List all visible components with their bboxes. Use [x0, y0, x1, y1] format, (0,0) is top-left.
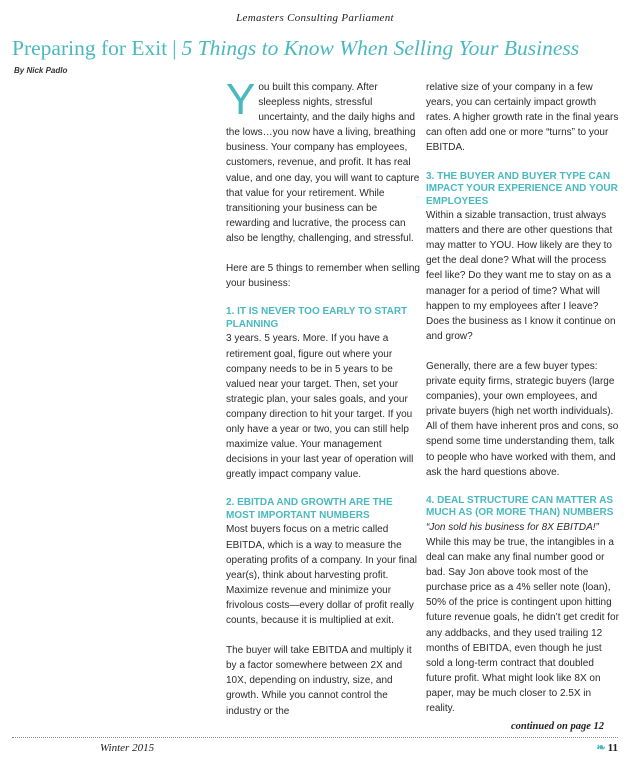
section-1-body: 3 years. 5 years. More. If you have a retirement goal, figure out where your company needs to be in 5 years to be valued near your target. Then, set your strategic plan, your sales goals, and your company direction to hit your target. If you only have a year or two, you can still help maximize value. Your management decisions in your last year of operation will greatly impact company value.	[226, 333, 414, 481]
section-2-continued: relative size of your company in a few years, you can certainly impact growth rates. A higher growth rate in the final years can often add one or more “turns” to your EBITDA.	[426, 82, 619, 154]
publication-header: Lemasters Consulting Parliament	[236, 12, 394, 24]
article-title	[12, 36, 622, 61]
fleuron-icon: ❧	[596, 742, 606, 754]
issue-season: Winter 2015	[100, 742, 155, 754]
byline: By Nick Padlo	[14, 66, 68, 75]
title-separator: |	[172, 36, 177, 60]
section-2-body-2: The buyer will take EBITDA and multiply it by a factor somewhere between 2X and 10X, depending on industry, size, and growth. While you cannot control the industry or the	[226, 645, 412, 717]
section-3-heading: 3. THE BUYER AND BUYER TYPE CAN IMPACT YOUR EXPERIENCE AND YOUR EMPLOYEES	[426, 170, 618, 207]
column-right	[426, 80, 620, 731]
page-number	[596, 741, 618, 754]
section-4-quote: “Jon sold his business for 8X EBITDA!”	[426, 521, 599, 533]
section-1-heading: 1. IT IS NEVER TOO EARLY TO START PLANNING	[226, 306, 408, 330]
page-number-value: 11	[607, 742, 618, 754]
footer-divider	[12, 737, 618, 738]
continued-note: continued on page 12	[510, 721, 604, 732]
title-subtitle: 5 Things to Know When Selling Your Business	[181, 36, 580, 60]
intro-text: ou built this company. After sleepless nights, stressful uncertainty, and the daily highs and the lows…you now have a living, breathing business. Your company has employees, customers, revenue, and profit. It has real value, and one day, you will want to capture that value for your retirement. While transitioning your business can be rewarding and lucrative, the process can also be lengthy, challenging, and stressful.	[226, 82, 420, 244]
drop-cap: Y	[226, 75, 256, 124]
section-4-body: While this may be true, the intangibles in a deal can make any final number good or bad. Say Jon above took most of the purchase price as a 4% seller note (loan), 50% of the price is contingent upon hitting future revenue goals, he didn’t get credit for any addbacks, and they used trailing 12 months of EBITDA, even though he just sold a long-term contract that doubled future profit. What might look like 8X on paper, may be much closer to 2.5X in reality.	[426, 536, 619, 714]
section-3-body: Within a sizable transaction, trust always matters and there are other questions that may matter to YOU. How likely are they to get the deal done? What will the process feel like? Do they want me to stay on as a manager for a period of time? What will happen to my employees after I leave? Does the business as I know it continue on and grow?	[426, 210, 616, 342]
section-3-body-2: Generally, there are a few buyer types: private equity firms, strategic buyers (large companies), your own employees, and private buyers (high net worth individuals). All of them have inherent pros and cons, so spend some time understanding them, talk to people who have worked with them, and ask the hard questions above.	[426, 361, 619, 478]
section-2-body: Most buyers focus on a metric called EBITDA, which is a way to measure the operating profits of a company. In your final year(s), think about harvesting profit. Maximize revenue and minimize your frivolous costs—every dollar of profit really counts, because it is multiplied at exit.	[226, 524, 418, 626]
section-4-heading: 4. DEAL STRUCTURE CAN MATTER AS MUCH AS (OR MORE THAN) NUMBERS	[426, 494, 614, 519]
title-main: Preparing for Exit	[12, 36, 168, 60]
intro-paragraph-2: Here are 5 things to remember when selling your business:	[226, 263, 420, 290]
intro-paragraph	[226, 75, 420, 246]
section-2-heading: 2. EBITDA AND GROWTH ARE THE MOST IMPORTANT NUMBERS	[226, 497, 393, 521]
column-left	[226, 75, 420, 734]
